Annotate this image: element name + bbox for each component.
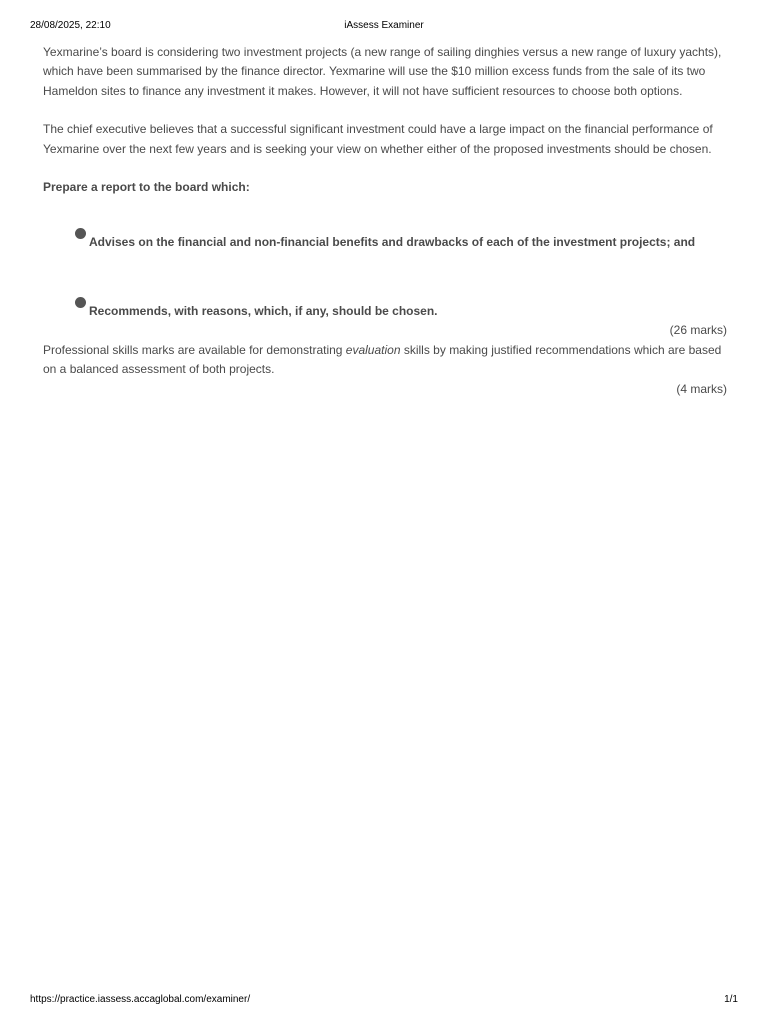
report-instruction: Prepare a report to the board which: <box>43 180 250 195</box>
requirement-item <box>43 302 727 321</box>
professional-skills-emphasis: evaluation <box>345 342 401 357</box>
marks-main: (26 marks) <box>669 323 727 338</box>
question-paragraph-2: The chief executive believes that a successful significant investment could have a large impact on the financial performance of Yexmarine over the next few years and is seeking your view on whether either of the proposed investments should be chosen. <box>43 122 713 156</box>
requirement-text: Recommends, with reasons, which, if any, should be chosen. <box>89 304 438 319</box>
professional-skills-text-after: skills by making justified recommendations which are based on a balanced assessment of both projects. <box>43 342 722 377</box>
bullet-icon <box>75 297 86 308</box>
marks-professional: (4 marks) <box>676 381 727 396</box>
requirement-list <box>43 233 727 321</box>
print-header-title: iAssess Examiner <box>344 20 424 31</box>
requirement-text: Advises on the financial and non-financial benefits and drawbacks of each of the investment projects; and <box>89 235 696 250</box>
print-header-datetime: 28/08/2025, 22:10 <box>30 20 111 31</box>
print-footer-url: https://practice.iassess.accaglobal.com/examiner/ <box>30 994 251 1005</box>
print-footer-page-number: 1/1 <box>724 994 738 1005</box>
question-paragraph-1: Yexmarine’s board is considering two investment projects (a new range of sailing dinghies versus a new range of luxury yachts), which have been summarised by the finance director. Yexmarine will use the $10 million excess funds from the sale of its two Hameldon sites to finance any investment it makes. However, it will not have sufficient resources to choose both options. <box>43 45 722 98</box>
requirement-item <box>43 233 727 252</box>
bullet-icon <box>75 228 86 239</box>
professional-skills-paragraph <box>43 341 727 380</box>
question-content <box>43 43 727 399</box>
professional-skills-text-before: Professional skills marks are available for demonstrating <box>43 342 346 357</box>
